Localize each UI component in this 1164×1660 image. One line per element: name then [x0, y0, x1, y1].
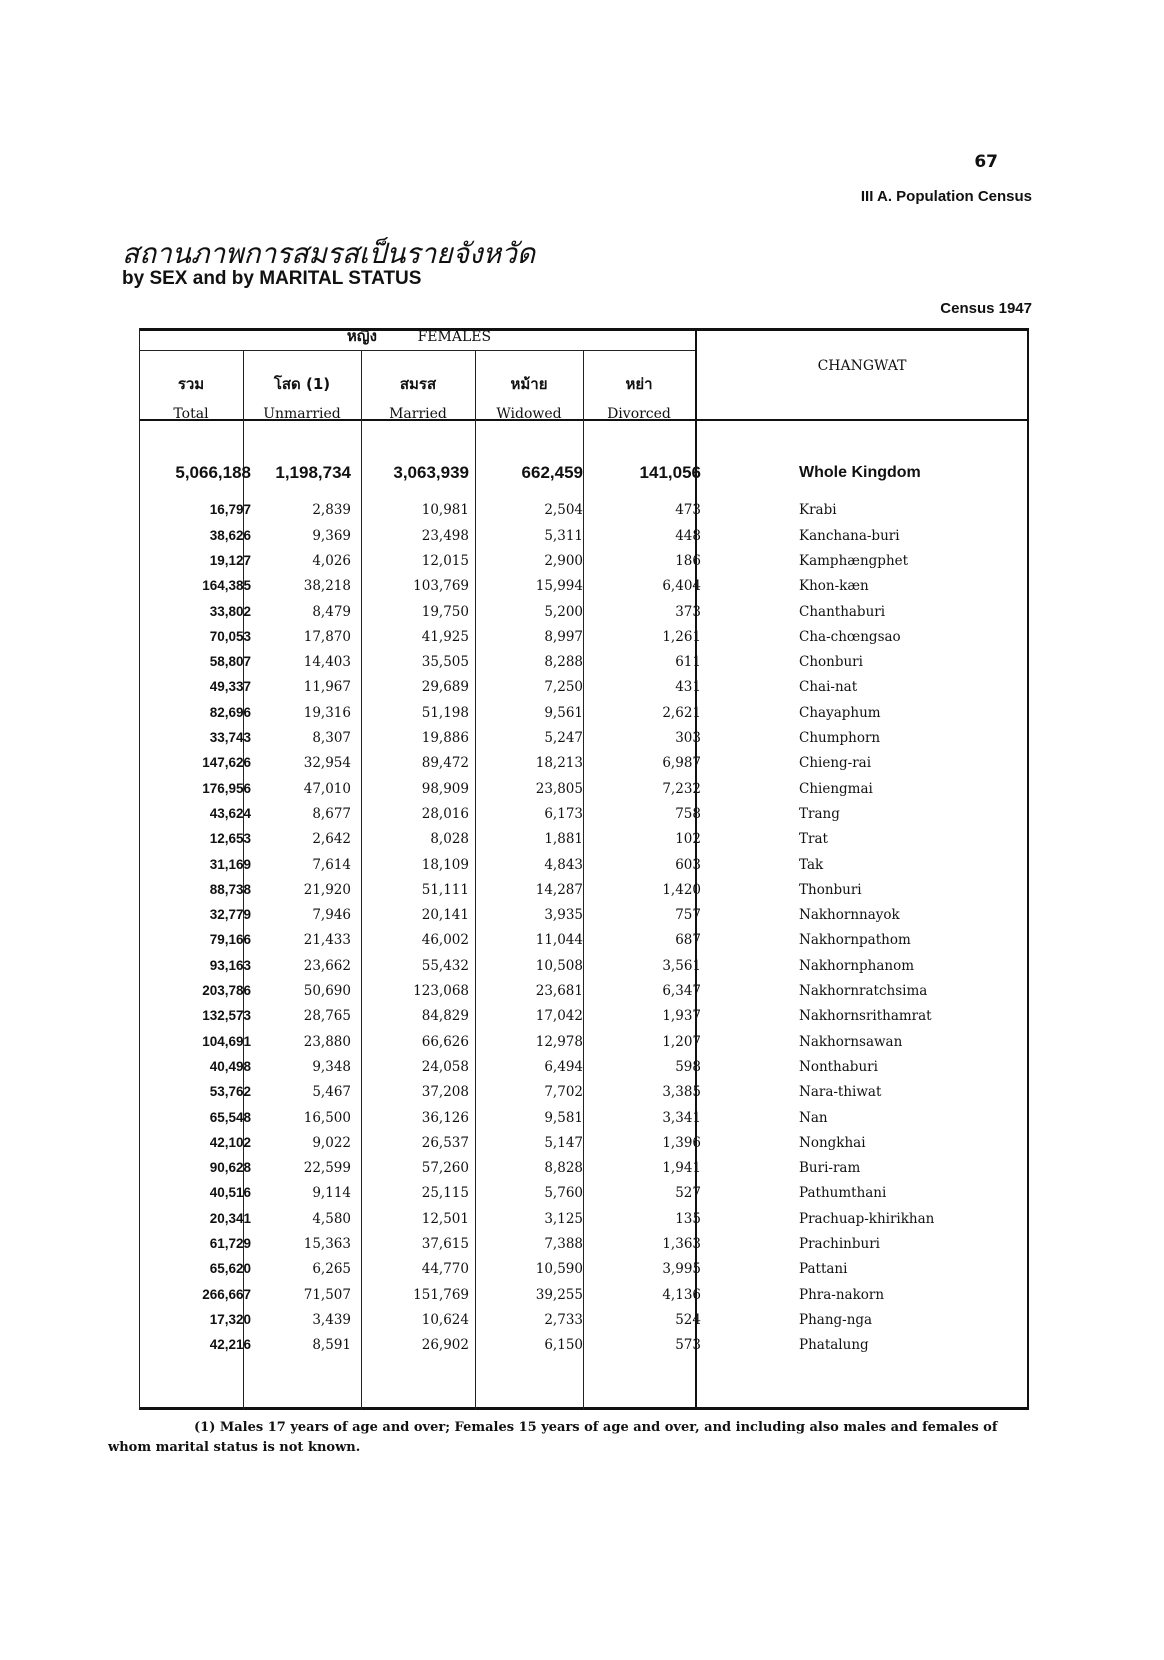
cell-divorced: 186 — [675, 552, 701, 569]
col-thai: หย่า — [625, 375, 653, 393]
cell-widowed: 14,287 — [535, 881, 583, 898]
cell-unmarried: 9,022 — [312, 1134, 351, 1151]
cell-unmarried: 3,439 — [312, 1311, 351, 1328]
cell-widowed: 10,508 — [535, 957, 583, 974]
cell-widowed: 23,681 — [535, 983, 583, 999]
cell-divorced: 611 — [675, 654, 701, 671]
cell-married: 44,770 — [421, 1261, 469, 1278]
cell-changwat: Kamphængphet — [799, 552, 909, 569]
col-thai: รวม — [177, 375, 205, 393]
cell-unmarried: 50,690 — [303, 983, 351, 999]
cell-changwat: Nan — [799, 1109, 828, 1126]
cell-widowed: 6,150 — [544, 1337, 583, 1354]
cell-divorced: 3,385 — [662, 1084, 701, 1101]
cell-divorced: 603 — [675, 856, 701, 873]
cell-unmarried: 14,403 — [303, 654, 351, 671]
cell-widowed: 5,311 — [544, 527, 583, 544]
cell-divorced: 135 — [675, 1210, 701, 1227]
cell-divorced: 527 — [675, 1185, 701, 1202]
cell-widowed: 8,288 — [544, 654, 583, 671]
col-header-widowed — [475, 372, 583, 422]
cell-unmarried: 5,467 — [312, 1084, 351, 1101]
cell-unmarried: 1,198,734 — [275, 463, 351, 482]
header-rule — [695, 419, 1029, 421]
header-rule — [139, 350, 695, 351]
col-header-changwat: CHANGWAT — [817, 358, 907, 374]
cell-unmarried: 17,870 — [303, 628, 351, 645]
table-row — [139, 953, 1029, 979]
cell-changwat: Chumphorn — [799, 730, 881, 746]
cell-divorced: 6,987 — [662, 755, 701, 772]
table-row — [139, 649, 1029, 675]
cell-divorced: 6,347 — [662, 983, 701, 999]
cell-changwat: Chai-nat — [799, 679, 858, 696]
cell-total: 20,341 — [209, 1210, 251, 1226]
cell-married: 41,925 — [421, 628, 469, 645]
cell-changwat: Nara-thiwat — [799, 1084, 882, 1101]
cell-changwat: Chieng-rai — [799, 755, 872, 772]
cell-total: 82,696 — [209, 704, 251, 720]
cell-unmarried: 8,591 — [312, 1337, 351, 1354]
cell-married: 55,432 — [421, 957, 469, 974]
cell-changwat: Nakhornphanom — [799, 957, 915, 974]
females-en: FEMALES — [417, 329, 492, 345]
cell-divorced: 1,937 — [662, 1008, 701, 1025]
cell-changwat: Cha-chœngsao — [799, 628, 901, 645]
cell-unmarried: 8,677 — [312, 805, 351, 822]
cell-changwat: Nakhornsrithamrat — [799, 1008, 932, 1025]
cell-unmarried: 7,946 — [312, 907, 351, 924]
col-en: Widowed — [496, 406, 562, 422]
cell-total: 38,626 — [209, 527, 251, 543]
cell-married: 26,537 — [421, 1134, 469, 1151]
cell-widowed: 3,125 — [544, 1210, 583, 1227]
cell-changwat: Chanthaburi — [799, 603, 886, 620]
col-header-unmarried — [243, 372, 361, 422]
cell-total: 5,066,188 — [175, 463, 251, 482]
cell-unmarried: 2,839 — [312, 502, 351, 519]
table-row — [139, 1003, 1029, 1029]
cell-divorced: 6,404 — [662, 578, 701, 595]
cell-unmarried: 22,599 — [303, 1160, 351, 1177]
cell-changwat: Krabi — [799, 502, 837, 519]
cell-changwat: Nongkhai — [799, 1134, 866, 1151]
cell-widowed: 8,997 — [544, 628, 583, 645]
col-en: Total — [173, 406, 209, 422]
cell-married: 66,626 — [421, 1033, 469, 1050]
cell-unmarried: 47,010 — [303, 780, 351, 797]
col-header-married — [361, 372, 475, 422]
cell-married: 12,015 — [421, 552, 469, 569]
page-number: 67 — [974, 152, 998, 172]
cell-widowed: 5,247 — [544, 730, 583, 746]
cell-total: 33,802 — [209, 603, 251, 619]
cell-divorced: 524 — [675, 1311, 701, 1328]
cell-widowed: 4,843 — [544, 856, 583, 873]
cell-divorced: 687 — [675, 932, 701, 949]
cell-widowed: 2,900 — [544, 552, 583, 569]
cell-unmarried: 15,363 — [303, 1236, 351, 1252]
table-row — [139, 1155, 1029, 1181]
cell-married: 10,981 — [421, 502, 469, 519]
cell-changwat: Chayaphum — [799, 704, 881, 721]
cell-unmarried: 16,500 — [303, 1109, 351, 1126]
cell-total: 203,786 — [202, 983, 251, 998]
cell-unmarried: 71,507 — [303, 1286, 351, 1303]
cell-married: 29,689 — [421, 679, 469, 696]
marital-status-table — [139, 328, 1029, 1410]
cell-changwat: Nonthaburi — [799, 1058, 878, 1075]
cell-total: 49,337 — [209, 679, 251, 695]
cell-total: 266,667 — [202, 1286, 251, 1302]
cell-divorced: 3,561 — [662, 957, 701, 974]
cell-total: 79,166 — [209, 932, 251, 948]
col-thai: โสด (1) — [273, 375, 331, 393]
table-row — [139, 801, 1029, 827]
cell-married: 18,109 — [421, 856, 469, 873]
col-en: Divorced — [607, 406, 671, 422]
cell-widowed: 7,250 — [544, 679, 583, 696]
cell-unmarried: 23,662 — [303, 957, 351, 974]
cell-changwat: Phang-nga — [799, 1311, 873, 1328]
cell-changwat: Kanchana-buri — [799, 527, 900, 544]
cell-changwat: Nakhornnayok — [799, 907, 900, 924]
cell-total: 93,163 — [209, 957, 251, 973]
table-row — [139, 877, 1029, 903]
table-row — [139, 776, 1029, 802]
table-row — [139, 978, 1029, 1004]
table-row — [139, 826, 1029, 852]
cell-divorced: 3,341 — [662, 1109, 701, 1126]
cell-widowed: 2,733 — [544, 1311, 583, 1328]
cell-divorced: 1,261 — [662, 628, 701, 645]
cell-married: 20,141 — [421, 907, 469, 924]
cell-married: 10,624 — [421, 1311, 469, 1328]
cell-widowed: 8,828 — [544, 1160, 583, 1177]
cell-total: 32,779 — [209, 907, 251, 923]
cell-unmarried: 4,580 — [312, 1210, 351, 1227]
cell-widowed: 12,978 — [535, 1033, 583, 1050]
table-row — [139, 852, 1029, 878]
cell-unmarried: 4,026 — [312, 552, 351, 569]
cell-married: 98,909 — [421, 780, 469, 797]
cell-married: 151,769 — [413, 1286, 469, 1303]
cell-divorced: 1,363 — [662, 1236, 701, 1252]
cell-changwat: Prachinburi — [799, 1236, 880, 1252]
cell-total: 176,956 — [202, 780, 251, 796]
cell-total: 40,498 — [209, 1058, 251, 1074]
cell-total: 43,624 — [209, 805, 251, 821]
cell-changwat: Buri-ram — [799, 1160, 861, 1177]
table-row — [139, 1029, 1029, 1055]
cell-married: 51,198 — [421, 704, 469, 721]
col-thai: สมรส — [399, 375, 437, 393]
cell-married: 103,769 — [413, 578, 469, 595]
cell-total: 88,738 — [209, 881, 251, 897]
cell-married: 19,886 — [421, 730, 469, 746]
cell-divorced: 102 — [675, 831, 701, 848]
cell-divorced: 303 — [675, 730, 701, 746]
cell-divorced: 598 — [675, 1058, 701, 1075]
cell-unmarried: 7,614 — [312, 856, 351, 873]
table-row — [139, 1256, 1029, 1282]
cell-divorced: 431 — [675, 679, 701, 696]
table-row — [139, 497, 1029, 523]
cell-unmarried: 23,880 — [303, 1033, 351, 1050]
cell-widowed: 5,760 — [544, 1185, 583, 1202]
col-thai: หม้าย — [510, 375, 548, 393]
cell-changwat: Prachuap-khirikhan — [799, 1210, 935, 1227]
table-row — [139, 1231, 1029, 1257]
cell-total: 147,626 — [202, 755, 251, 771]
females-group-header — [269, 324, 569, 348]
cell-divorced: 4,136 — [662, 1286, 701, 1303]
cell-divorced: 141,056 — [639, 463, 701, 482]
cell-changwat: Trat — [799, 831, 828, 848]
cell-total: 61,729 — [209, 1236, 251, 1251]
cell-unmarried: 32,954 — [303, 755, 351, 772]
table-row — [139, 599, 1029, 625]
cell-divorced: 2,621 — [662, 704, 701, 721]
cell-widowed: 7,388 — [544, 1236, 583, 1252]
cell-widowed: 23,805 — [535, 780, 583, 797]
cell-total: 33,743 — [209, 730, 251, 745]
cell-divorced: 3,995 — [662, 1261, 701, 1278]
cell-total: 104,691 — [202, 1033, 251, 1049]
cell-total: 58,807 — [209, 654, 251, 670]
cell-married: 12,501 — [421, 1210, 469, 1227]
cell-changwat: Thonburi — [799, 881, 862, 898]
cell-widowed: 11,044 — [535, 932, 583, 949]
cell-total: 42,216 — [209, 1337, 251, 1353]
cell-widowed: 18,213 — [535, 755, 583, 772]
table-row — [139, 460, 1029, 486]
cell-total: 53,762 — [209, 1084, 251, 1100]
cell-married: 3,063,939 — [393, 463, 469, 482]
cell-unmarried: 28,765 — [303, 1008, 351, 1025]
cell-changwat: Chonburi — [799, 654, 863, 671]
cell-total: 42,102 — [209, 1134, 251, 1150]
cell-divorced: 1,396 — [662, 1134, 701, 1151]
cell-unmarried: 6,265 — [312, 1261, 351, 1278]
section-title: III A. Population Census — [860, 188, 1032, 205]
cell-widowed: 3,935 — [544, 907, 583, 924]
cell-widowed: 5,147 — [544, 1134, 583, 1151]
table-row — [139, 902, 1029, 928]
cell-married: 28,016 — [421, 805, 469, 822]
cell-changwat: Nakhornpathom — [799, 932, 911, 949]
cell-unmarried: 2,642 — [312, 831, 351, 848]
table-row — [139, 548, 1029, 574]
cell-changwat: Nakhornsawan — [799, 1033, 903, 1050]
cell-total: 40,516 — [209, 1185, 251, 1201]
cell-married: 37,208 — [421, 1084, 469, 1101]
cell-married: 25,115 — [421, 1185, 469, 1202]
cell-married: 23,498 — [421, 527, 469, 544]
table-row — [139, 750, 1029, 776]
table-row — [139, 1105, 1029, 1131]
cell-widowed: 662,459 — [521, 463, 583, 482]
cell-married: 46,002 — [421, 932, 469, 949]
cell-divorced: 7,232 — [662, 780, 701, 797]
table-row — [139, 1206, 1029, 1232]
cell-total: 65,620 — [209, 1261, 251, 1277]
cell-divorced: 473 — [675, 502, 701, 519]
title-english: by SEX and by MARITAL STATUS — [122, 268, 422, 289]
cell-married: 35,505 — [421, 654, 469, 671]
cell-married: 51,111 — [421, 881, 469, 898]
cell-widowed: 17,042 — [535, 1008, 583, 1025]
cell-widowed: 6,173 — [544, 805, 583, 822]
table-row — [139, 1332, 1029, 1358]
cell-total: 90,628 — [209, 1160, 251, 1176]
cell-widowed: 10,590 — [535, 1261, 583, 1278]
cell-changwat: Chiengmai — [799, 780, 873, 797]
cell-divorced: 757 — [675, 907, 701, 924]
cell-total: 19,127 — [209, 552, 251, 568]
cell-changwat: Phatalung — [799, 1337, 869, 1354]
cell-divorced: 1,207 — [662, 1033, 701, 1050]
cell-changwat: Khon-kæn — [799, 578, 869, 595]
col-en: Married — [389, 406, 447, 422]
cell-widowed: 9,581 — [544, 1109, 583, 1126]
title-thai: สถานภาพการสมรสเป็นรายจังหวัด — [122, 237, 536, 270]
cell-married: 19,750 — [421, 603, 469, 620]
cell-unmarried: 9,369 — [312, 527, 351, 544]
table-row — [139, 1307, 1029, 1333]
cell-widowed: 7,702 — [544, 1084, 583, 1101]
table-row — [139, 700, 1029, 726]
cell-unmarried: 8,479 — [312, 603, 351, 620]
table-row — [139, 573, 1029, 599]
cell-unmarried: 9,348 — [312, 1058, 351, 1075]
table-row — [139, 927, 1029, 953]
females-thai: หญิง — [346, 327, 377, 345]
cell-total: 16,797 — [209, 502, 251, 518]
cell-married: 24,058 — [421, 1058, 469, 1075]
cell-unmarried: 8,307 — [312, 730, 351, 746]
cell-changwat: Tak — [799, 856, 824, 873]
cell-divorced: 373 — [675, 603, 701, 620]
cell-changwat: Trang — [799, 805, 840, 822]
cell-divorced: 1,941 — [662, 1160, 701, 1177]
cell-total: 17,320 — [209, 1311, 251, 1327]
cell-divorced: 448 — [675, 527, 701, 544]
census-label: Census 1947 — [940, 300, 1032, 317]
cell-married: 84,829 — [421, 1008, 469, 1025]
cell-total: 65,548 — [209, 1109, 251, 1125]
cell-unmarried: 11,967 — [303, 679, 351, 696]
cell-widowed: 5,200 — [544, 603, 583, 620]
cell-changwat: Pathumthani — [799, 1185, 887, 1202]
cell-married: 89,472 — [421, 755, 469, 772]
cell-unmarried: 38,218 — [303, 578, 351, 595]
cell-total: 164,385 — [202, 578, 251, 594]
cell-changwat: Phra-nakorn — [799, 1286, 885, 1303]
cell-widowed: 9,561 — [544, 704, 583, 721]
col-header-divorced — [583, 372, 695, 422]
cell-changwat: Pattani — [799, 1261, 848, 1278]
table-row — [139, 1282, 1029, 1308]
cell-widowed: 15,994 — [535, 578, 583, 595]
cell-divorced: 573 — [675, 1337, 701, 1354]
cell-total: 31,169 — [209, 856, 251, 872]
cell-changwat: Nakhornratchsima — [799, 983, 928, 999]
table-row — [139, 1180, 1029, 1206]
cell-unmarried: 9,114 — [312, 1185, 351, 1202]
cell-married: 8,028 — [430, 831, 469, 848]
cell-married: 36,126 — [421, 1109, 469, 1126]
cell-widowed: 39,255 — [535, 1286, 583, 1303]
cell-divorced: 1,420 — [662, 881, 701, 898]
cell-total: 132,573 — [202, 1008, 251, 1024]
cell-married: 26,902 — [421, 1337, 469, 1354]
table-row — [139, 1130, 1029, 1156]
cell-total: 70,053 — [209, 628, 251, 644]
cell-unmarried: 21,920 — [303, 881, 351, 898]
cell-unmarried: 21,433 — [303, 932, 351, 949]
table-row — [139, 725, 1029, 751]
table-row — [139, 523, 1029, 549]
cell-widowed: 2,504 — [544, 502, 583, 519]
table-row — [139, 1079, 1029, 1105]
table-row — [139, 674, 1029, 700]
cell-widowed: 6,494 — [544, 1058, 583, 1075]
cell-married: 37,615 — [421, 1236, 469, 1252]
cell-widowed: 1,881 — [544, 831, 583, 848]
cell-unmarried: 19,316 — [303, 704, 351, 721]
col-en: Unmarried — [263, 406, 341, 422]
cell-changwat: Whole Kingdom — [799, 464, 921, 481]
table-row — [139, 1054, 1029, 1080]
footnote: (1) Males 17 years of age and over; Females 15 years of age and over, and including also males and females of whom marital status is not known. — [108, 1420, 998, 1455]
cell-divorced: 758 — [675, 805, 701, 822]
col-header-total — [139, 372, 243, 422]
cell-married: 57,260 — [421, 1160, 469, 1177]
cell-total: 12,653 — [209, 831, 251, 847]
cell-married: 123,068 — [413, 983, 469, 999]
table-row — [139, 624, 1029, 650]
